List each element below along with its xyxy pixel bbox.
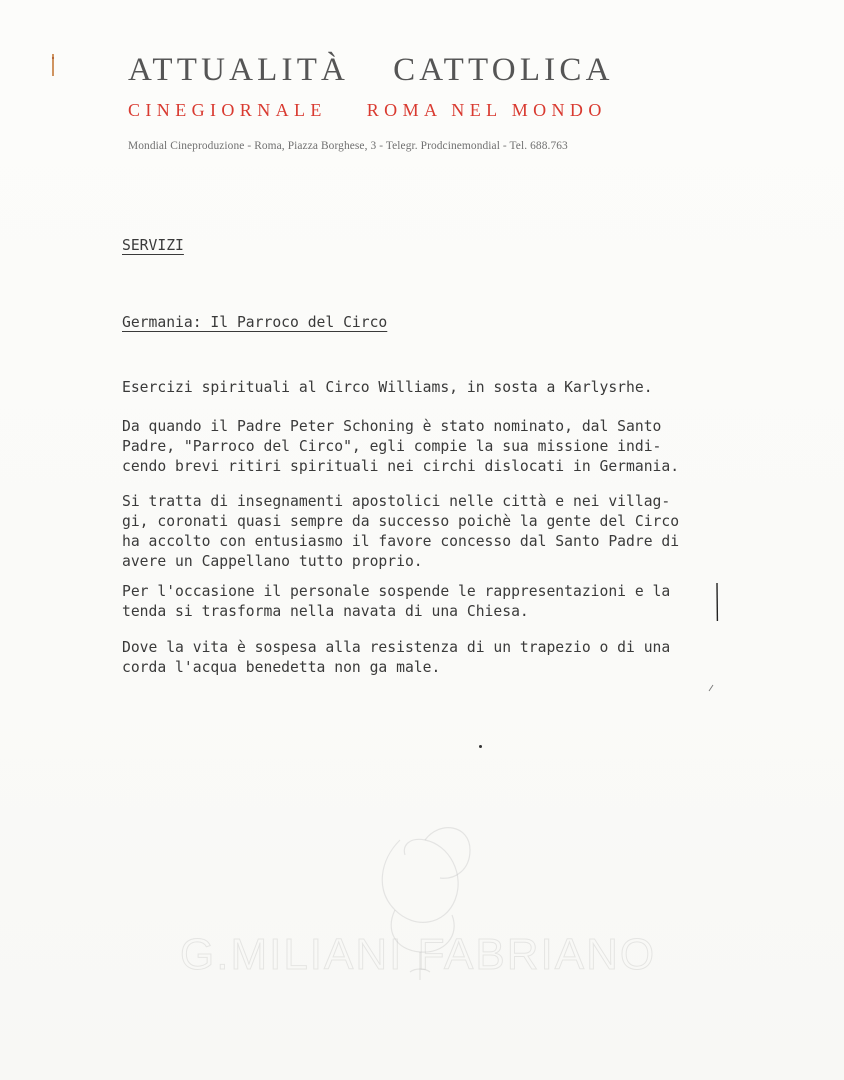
letterhead-subtitle-right: ROMA NEL MONDO (366, 100, 607, 120)
paragraph-3: Si tratta di insegnamenti apostolici nelle città e nei villag- gi, coronati quasi sempre da successo poichè la gente del Circo ha accolto con entusiasmo il favore concesso dal Santo Padre di avere un Cappellano tutto proprio. (122, 493, 680, 570)
letterhead-subtitle (128, 100, 607, 121)
pen-correction-mark (715, 582, 719, 622)
paragraph-2: Da quando il Padre Peter Schoning è stato nominato, dal Santo Padre, "Parroco del Circo", egli compie la sua missione indi- cendo brevi ritiri spirituali nei circhi dislocati in Germania. (122, 418, 680, 475)
paragraph-1: Esercizi spirituali al Circo Williams, in sosta a Karlysrhe. (122, 379, 653, 396)
paragraph-5: Dove la vita è sospesa alla resistenza di un trapezio o di una corda l'acqua benedetta non ga male. (122, 639, 671, 676)
paper-mark (50, 52, 56, 78)
letterhead-subtitle-left: CINEGIORNALE (128, 100, 327, 120)
section-label: SERVIZI (122, 237, 184, 254)
story-heading: Germania: Il Parroco del Circo (122, 314, 388, 331)
letterhead-title-right: CATTOLICA (393, 52, 614, 88)
stray-pen-tick (708, 684, 714, 692)
watermark-text: G.MILIANI FABRIANO (180, 930, 657, 979)
letterhead-contact-info: Mondial Cineproduzione - Roma, Piazza Borghese, 3 - Telegr. Prodcinemondial - Tel. 688.763 (128, 140, 568, 152)
letterhead-title-left: ATTUALITÀ (128, 52, 350, 88)
letterhead-title (128, 52, 614, 89)
paragraph-4: Per l'occasione il personale sospende le rappresentazioni e la tenda si trasforma nella navata di una Chiesa. (122, 583, 671, 620)
ink-dot (479, 745, 482, 748)
